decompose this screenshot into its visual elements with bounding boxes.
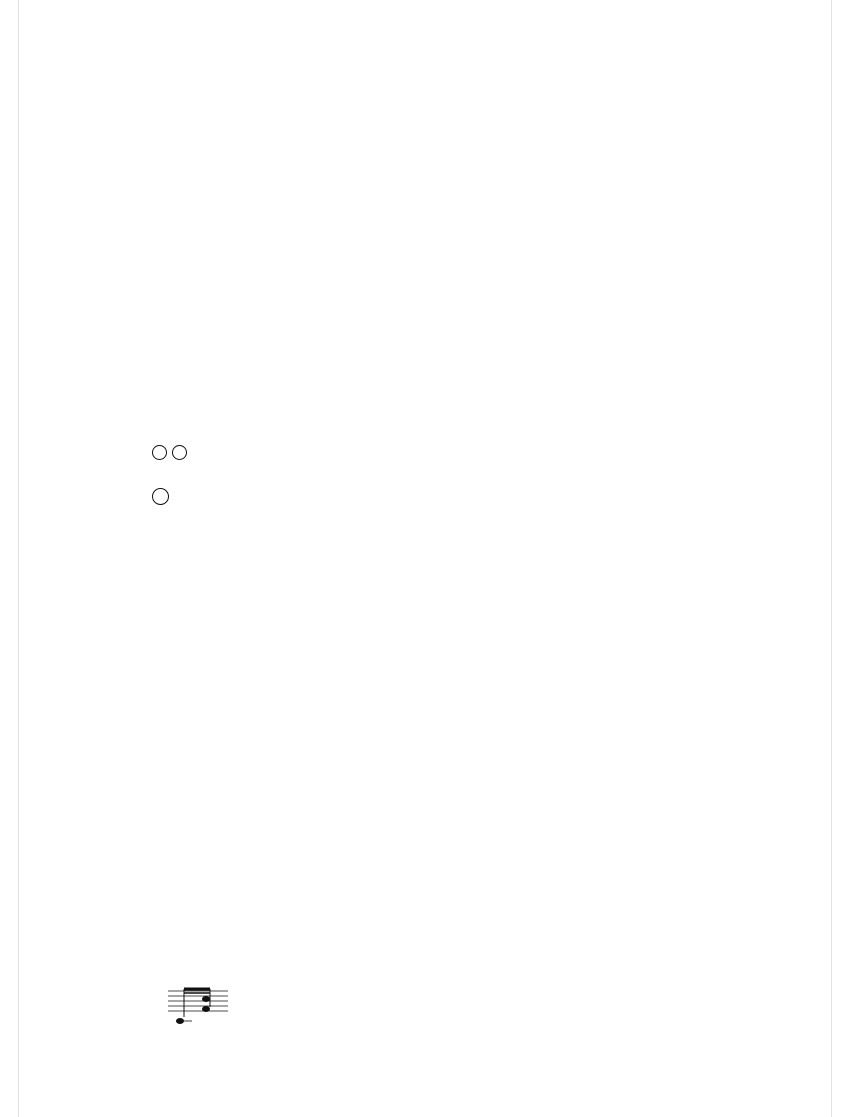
left-watermark-strip bbox=[0, 0, 19, 1117]
paragraph-variations bbox=[88, 445, 766, 463]
paragraph-rhythm bbox=[88, 384, 766, 399]
paragraph-mastery bbox=[88, 185, 766, 200]
exercise-number-marker bbox=[152, 488, 169, 505]
paragraph-positions bbox=[88, 216, 766, 231]
paragraph-illustration bbox=[88, 488, 766, 508]
double-stop-sign-icon bbox=[166, 977, 230, 1025]
staff-row-3 bbox=[80, 684, 770, 766]
variation-marker-to bbox=[172, 445, 187, 460]
staff-row-4 bbox=[80, 766, 770, 848]
staff-row-1 bbox=[80, 508, 770, 590]
paragraph-rule bbox=[88, 124, 766, 139]
staff-row-2 bbox=[80, 596, 770, 678]
right-watermark-strip bbox=[831, 0, 850, 1117]
variation-marker-from bbox=[152, 445, 167, 460]
paragraph-shifting bbox=[88, 307, 766, 322]
